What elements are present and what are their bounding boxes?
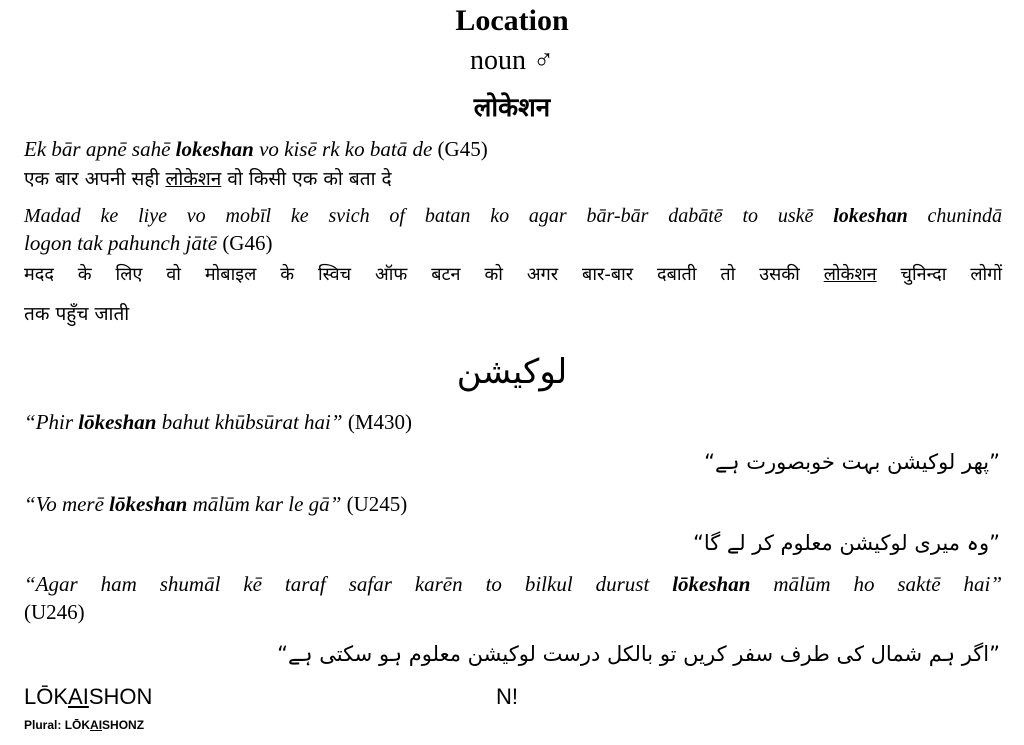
urdu-example-2-script: ”وہ میری لوکیشن معلوم کر لے گا“ (692, 531, 1000, 555)
hindi-headword: लोकेशन (473, 93, 551, 123)
plural-pronunciation: Plural: LŌKAISHONZ (24, 718, 145, 732)
urdu-example-1-script: ”پھر لوکیشن بہت خوبصورت ہے“ (704, 450, 1000, 474)
urdu-example-3-ref: (U246) (24, 600, 85, 624)
gender-marker: N! (496, 684, 518, 709)
example-2-devanagari: मदद के लिए वो मोबाइल के स्विच ऑफ बटन को अगर बार-बार दबाती तो उसकी लोकेशन चुनिन्दा लोगों (24, 264, 1002, 285)
urdu-example-3-script: ”اگر ہم شمال کی طرف سفر کریں تو بالکل درست لوکیشن معلوم ہو سکتی ہے“ (277, 642, 1000, 666)
headword-title: Location (455, 4, 569, 37)
example-2-devanagari-line2: तक पहुँच जाती (24, 303, 130, 325)
urdu-headword: لوکیشن (456, 352, 568, 392)
example-1-transliteration: Ek bār apnē sahē lokeshan vo kisē rk ko batā de (G45) (24, 137, 488, 161)
pronunciation-guide: LŌKAISHON (24, 684, 153, 709)
urdu-example-1-transliteration: “Phir lōkeshan bahut khūbsūrat hai” (M430) (24, 410, 412, 434)
example-2-transliteration: Madad ke liye vo mobīl ke svich of batan ko agar bār-bār dabātē to uskē lokeshan chunindā (24, 205, 1002, 227)
part-of-speech: noun ♂ (470, 45, 554, 76)
urdu-example-2-transliteration: “Vo merē lōkeshan mālūm kar le gā” (U245) (24, 492, 408, 516)
example-2-transliteration-line2: logon tak pahunch jātē (G46) (24, 231, 273, 255)
urdu-example-3-transliteration: “Agar ham shumāl kē taraf safar karēn to bilkul durust lōkeshan mālūm ho saktē hai” (24, 572, 1002, 596)
example-1-devanagari: एक बार अपनी सही लोकेशन वो किसी एक को बता दे (24, 168, 392, 190)
